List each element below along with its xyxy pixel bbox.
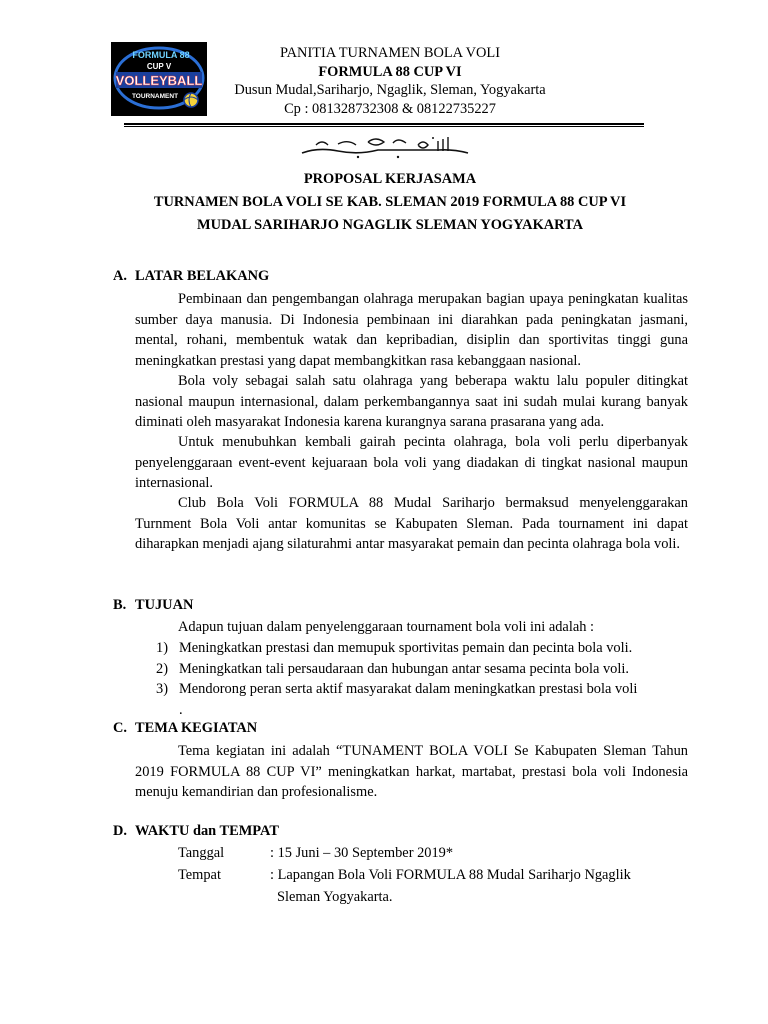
section-a-paragraph-1: Pembinaan dan pengembangan olahraga merupakan bagian upaya peningkatan kualitas sumber daya manusia. Di Indonesia pembinaan ini diarahkan pada peningkatan jasmani, mental, rohani, membentuk watak dan kepribadian, disiplin dan sportivitas tinggi guna meningkatkan prestasi yang dapat membangkitkan rasa kebanggaan nasional. xyxy=(135,291,688,369)
title-line1: PROPOSAL KERJASAMA xyxy=(303,171,477,187)
section-d-title: WAKTU dan TEMPAT xyxy=(135,823,279,839)
section-b-title: TUJUAN xyxy=(135,597,194,613)
logo-text-cup: CUP V xyxy=(146,62,172,71)
section-c-paragraph: Tema kegiatan ini adalah “TUNAMENT BOLA VOLI Se Kabupaten Sleman Tahun 2019 FORMULA 88 CUP VI” meningkatkan harkat, martabat, prestasi bola voli Indonesia menuju kemandirian dan profesionalisme. xyxy=(135,743,688,800)
date-label: Tanggal xyxy=(178,845,225,861)
section-b-letter: B. xyxy=(113,597,127,613)
list-item: 2) Meningkatkan tali persaudaraan dan hubungan antar sesama pecinta bola voli. xyxy=(156,660,629,677)
section-a-letter: A. xyxy=(113,268,127,284)
list-item: 3) Mendorong peran serta aktif masyarakat dalam meningkatkan prestasi bola voli xyxy=(156,681,638,697)
date-value: : 15 Juni – 30 September 2019* xyxy=(270,845,454,861)
volleyball-icon xyxy=(184,93,198,107)
logo-text-main: VOLLEYBALL xyxy=(115,73,203,88)
section-a-title: LATAR BELAKANG xyxy=(135,268,270,284)
section-c-title: TEMA KEGIATAN xyxy=(135,720,258,736)
letterhead xyxy=(200,44,580,118)
basmalah-calligraphy-icon xyxy=(298,133,473,161)
logo-text-sub: TOURNAMENT xyxy=(131,93,179,100)
title-line3: MUDAL SARIHARJO NGAGLIK SLEMAN YOGYAKARTA xyxy=(197,217,583,233)
org-name-line1: PANITIA TURNAMEN BOLA VOLI xyxy=(279,45,500,61)
org-phone: Cp : 081328732308 & 08122735227 xyxy=(284,100,496,117)
section-a-paragraph-4: Club Bola Voli FORMULA 88 Mudal Sariharjo bermaksud menyelenggarakan Turnment Bola Voli antar komunitas se Kabupaten Sleman. Pada tournament ini dapat diharapkan menjadi ajang silaturahmi antar masyarakat pemain dan pecinta olahraga bola voli. xyxy=(135,495,688,552)
org-address: Dusun Mudal,Sariharjo, Ngaglik, Sleman, Yogyakarta xyxy=(234,82,546,98)
header-rule-thick xyxy=(124,123,644,125)
place-value-line2: Sleman Yogyakarta. xyxy=(277,889,393,905)
section-c-letter: C. xyxy=(113,720,127,736)
logo-text-top: FORMULA 88 xyxy=(132,50,190,60)
list-item: 1) Meningkatkan prestasi dan memupuk sportivitas pemain dan pecinta bola voli. xyxy=(156,640,633,656)
section-d-details xyxy=(178,842,698,908)
section-b-heading xyxy=(113,597,193,614)
section-d-heading xyxy=(113,823,279,840)
section-c-heading xyxy=(113,720,257,737)
section-b-intro: Adapun tujuan dalam penyelenggaraan tournament bola voli ini adalah : xyxy=(178,619,594,635)
section-a-paragraph-2: Bola voly sebagai salah satu olahraga yang beberapa waktu lalu populer ditingkat nasional maupun internasional, dalam perkembangannya saat ini sudah mulai kurang banyak diminati oleh masyarakat Indonesia karena kurangnya sarana prasarana yang ada. xyxy=(135,373,688,430)
org-name-line2: FORMULA 88 CUP VI xyxy=(318,63,462,80)
header-rule-thin xyxy=(124,126,644,127)
date-row xyxy=(178,842,698,864)
list-trailing-period: . xyxy=(179,701,183,718)
section-d-letter: D. xyxy=(113,823,127,839)
volleyball-logo xyxy=(111,42,207,116)
place-row xyxy=(178,864,698,908)
section-a-paragraph-3: Untuk menubuhkan kembali gairah pecinta olahraga, bola voli perlu diperbanyak penyelenggaraan event-event kejuaraan bola voli yang diadakan di tingkat nasional maupun internasional. xyxy=(135,434,688,491)
section-b-goal-list xyxy=(135,638,688,720)
document-title xyxy=(100,168,680,237)
place-label: Tempat xyxy=(178,867,221,883)
title-line2: TURNAMEN BOLA VOLI SE KAB. SLEMAN 2019 FORMULA 88 CUP VI xyxy=(153,194,627,210)
place-value: : Lapangan Bola Voli FORMULA 88 Mudal Sariharjo Ngaglik xyxy=(270,867,631,883)
section-a-heading xyxy=(113,268,269,285)
